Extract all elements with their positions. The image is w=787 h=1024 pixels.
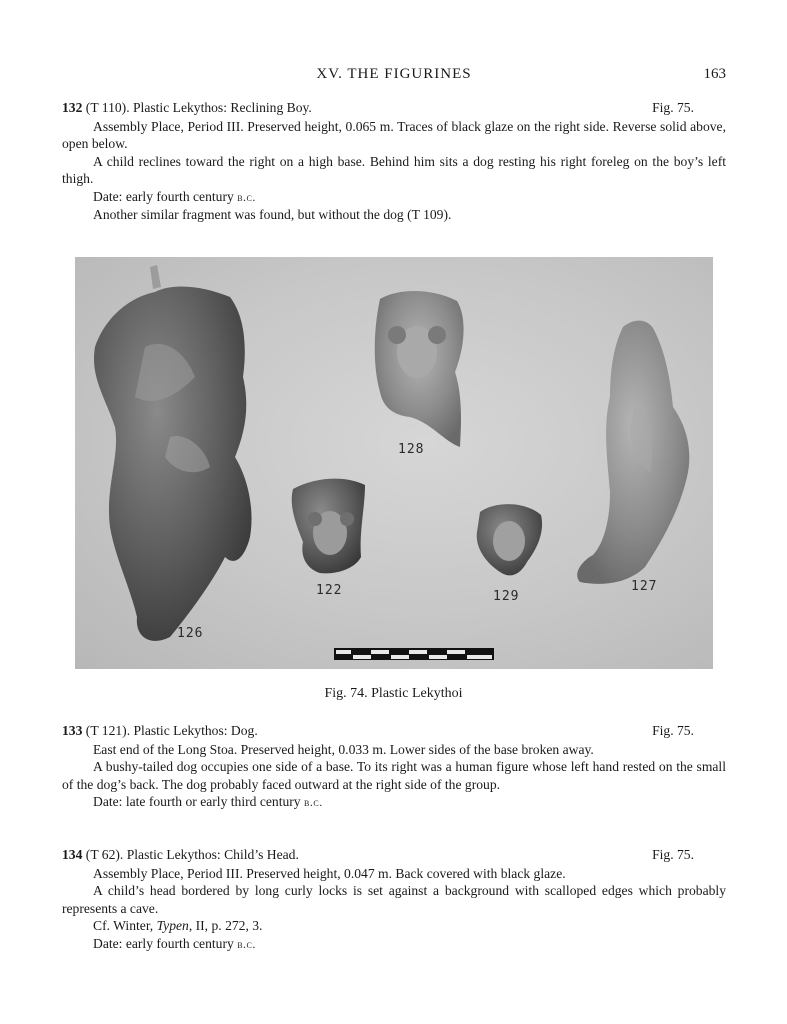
entry-heading: [62, 99, 726, 118]
figure-caption: Fig. 74. Plastic Lekythoi: [324, 686, 463, 701]
entry-title: (T 110). Plastic Lekythos: Reclining Boy.: [85, 100, 312, 115]
citation-prefix: Cf. Winter,: [93, 918, 154, 934]
figurine-127-shape: [577, 321, 689, 584]
entry-date: [62, 188, 726, 206]
date-era: b.c.: [237, 189, 256, 204]
figure-reference: Fig. 75.: [652, 100, 694, 115]
date-label: Date: late fourth or early third century: [93, 794, 301, 810]
figurine-label-126: 126: [177, 626, 204, 641]
entry-note: Another similar fragment was found, but without the dog (T 109).: [93, 207, 452, 223]
entry-paragraph: Assembly Place, Period III. Preserved height, 0.065 m. Traces of black glaze on the right side. Reverse solid above, open below.: [62, 119, 726, 152]
figure-reference: Fig. 75.: [652, 847, 694, 862]
running-header: [62, 66, 726, 86]
catalog-entry-133: [62, 722, 726, 812]
date-label: Date: early fourth century: [93, 935, 234, 951]
citation-title: Typen: [156, 918, 189, 934]
entry-paragraph: East end of the Long Stoa. Preserved height, 0.033 m. Lower sides of the base broken away.: [93, 742, 594, 757]
figurine-label-128: 128: [398, 442, 425, 457]
entry-paragraph: A child’s head bordered by long curly locks is set against a background with scalloped edges which probably represents a cave.: [62, 883, 726, 916]
catalog-entry-132: [62, 99, 726, 223]
entry-number: 133: [62, 723, 83, 738]
entry-date: [62, 793, 726, 811]
date-era: b.c.: [304, 795, 323, 810]
entry-citation: [62, 917, 726, 934]
entry-heading: [62, 722, 726, 741]
figurine-label-122: 122: [316, 583, 343, 598]
entry-paragraph: A child reclines toward the right on a high base. Behind him sits a dog resting his right foreleg on the boy’s left thigh.: [62, 153, 726, 187]
entry-date: [62, 935, 726, 953]
scale-bar: [334, 648, 494, 660]
figure-photograph: [75, 257, 713, 669]
citation-suffix: , II, p. 272, 3.: [188, 918, 263, 934]
figurine-label-127: 127: [631, 579, 658, 594]
entry-heading: [62, 846, 726, 865]
entry-paragraph: Assembly Place, Period III. Preserved height, 0.047 m. Back covered with black glaze.: [93, 866, 566, 881]
date-label: Date: early fourth century: [93, 188, 234, 204]
figurine-label-129: 129: [493, 589, 520, 604]
entry-number: 132: [62, 100, 83, 115]
entry-number: 134: [62, 847, 83, 862]
figure-reference: Fig. 75.: [652, 723, 694, 738]
entry-paragraph: A bushy-tailed dog occupies one side of a base. To its right was a human figure whose left hand rested on the small of the dog’s back. The dog probably faced outward at the right side of the group.: [62, 759, 726, 792]
date-era: b.c.: [237, 936, 256, 951]
entry-title: (T 62). Plastic Lekythos: Child’s Head.: [85, 847, 299, 862]
catalog-entry-134: [62, 846, 726, 953]
photo-artwork: [75, 257, 713, 669]
page-number: 163: [703, 66, 726, 82]
entry-title: (T 121). Plastic Lekythos: Dog.: [85, 723, 258, 738]
chapter-title: XV. THE FIGURINES: [316, 66, 472, 82]
